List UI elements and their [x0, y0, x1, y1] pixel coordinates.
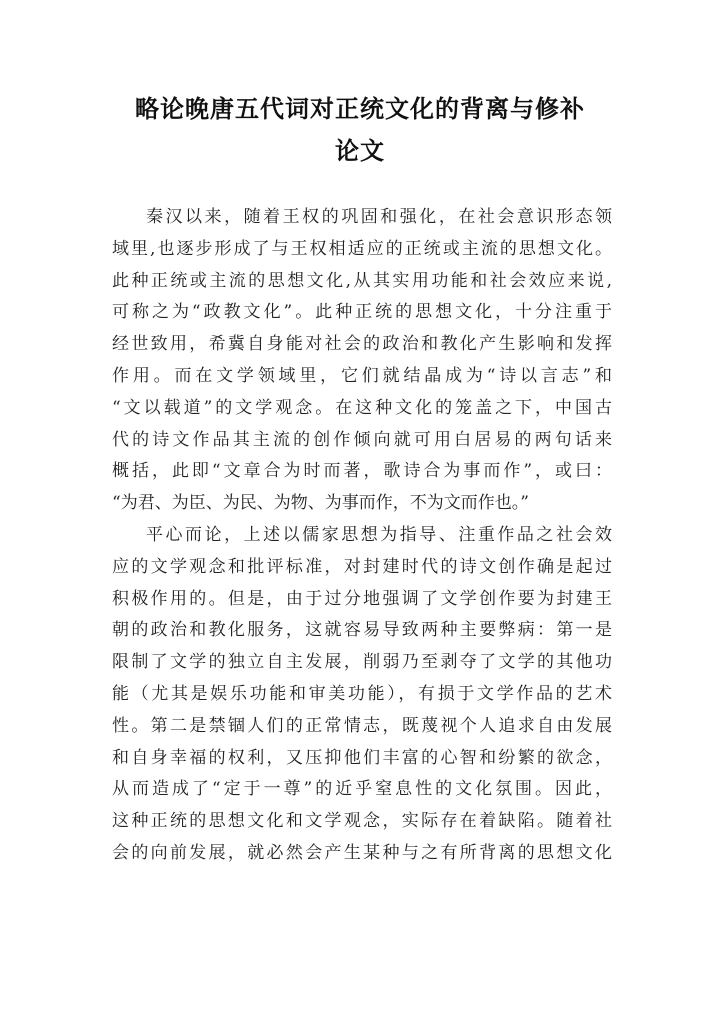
text-line: 积极作用的。但是，由于过分地强调了文学创作要为封建王 — [112, 588, 612, 609]
text-line: 限制了文学的独立自主发展，削弱乃至剥夺了文学的其他功 — [112, 652, 612, 673]
text-line: 应的文学观念和批评标准，对封建时代的诗文创作确是起过 — [112, 556, 612, 577]
text-line: 这种正统的思想文化和文学观念，实际存在着缺陷。随着社 — [112, 811, 612, 832]
text-line: 域里,也逐步形成了与王权相适应的正统或主流的思想文化。 — [112, 238, 612, 259]
text-line: 此种正统或主流的思想文化,从其实用功能和社会效应来说, — [112, 270, 612, 291]
text-line: 经世致用，希冀自身能对社会的政治和教化产生影响和发挥 — [112, 334, 612, 355]
text-line: 代的诗文作品其主流的创作倾向就可用白居易的两句话来 — [112, 429, 612, 450]
text-line: “文以载道”的文学观念。在这种文化的笼盖之下，中国古 — [112, 397, 612, 418]
text-line: 朝的政治和教化服务，这就容易导致两种主要弊病：第一是 — [112, 620, 612, 641]
text-line: 平心而论，上述以儒家思想为指导、注重作品之社会效 — [146, 524, 612, 545]
text-line: 和自身幸福的权利，又压抑他们丰富的心智和纷繁的欲念， — [112, 747, 612, 768]
text-line: 秦汉以来，随着王权的巩固和强化，在社会意识形态领 — [146, 207, 612, 227]
text-line: 会的向前发展，就必然会产生某种与之有所背离的思想文化 — [112, 842, 612, 863]
document-title — [60, 88, 660, 172]
text-line: 从而造成了“定于一尊”的近乎窒息性的文化氛围。因此， — [112, 779, 612, 800]
text-line: 能（尤其是娱乐功能和审美功能），有损于文学作品的艺术 — [112, 683, 612, 704]
title-line-1: 略论晚唐五代词对正统文化的背离与修补 — [135, 95, 585, 123]
text-line: 作用。而在文学领域里，它们就结晶成为“诗以言志”和 — [112, 365, 612, 386]
document-body — [112, 202, 612, 870]
text-line: 可称之为“政教文化”。此种正统的思想文化，十分注重于 — [112, 302, 612, 323]
title-line-2: 论文 — [335, 137, 385, 165]
paragraph-1 — [112, 202, 612, 520]
text-line: “为君、为臣、为民、为物、为事而作，不为文而作也。” — [112, 493, 529, 514]
text-line: 性。第二是禁锢人们的正常情志，既蔑视个人追求自由发展 — [112, 715, 612, 736]
paragraph-2 — [112, 520, 612, 870]
text-line: 概括，此即“文章合为时而著，歌诗合为事而作”，或曰： — [112, 461, 612, 482]
